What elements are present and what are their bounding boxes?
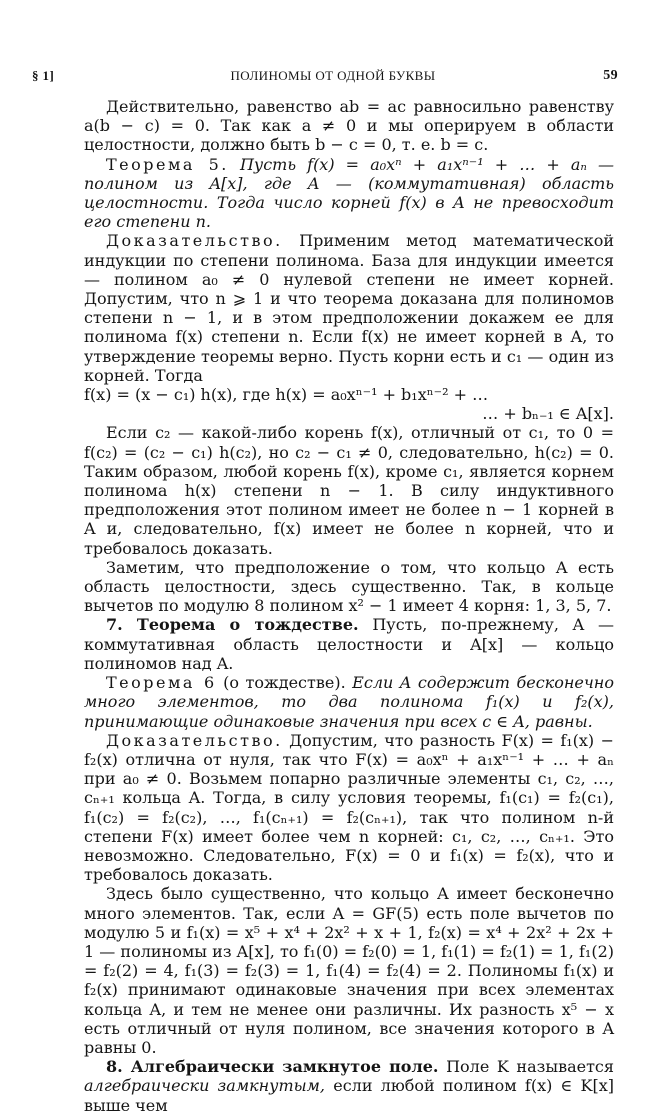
- section-marker: § 1]: [32, 68, 55, 83]
- section-7: [84, 615, 614, 673]
- page-body: [84, 97, 614, 1115]
- running-title: ПОЛИНОМЫ ОТ ОДНОЙ БУКВЫ: [230, 68, 436, 83]
- section-7-text: Пусть, по-прежнему, A — коммутативная область целостности и A[x] — кольцо полиномов над A.: [84, 615, 614, 673]
- theorem-6: [84, 673, 614, 731]
- paragraph-mod-8-remark: Заметим, что предположение о том, что кольцо A есть область целостности, здесь существенно. Так, в кольце вычетов по модулю 8 полином x² − 1 имеет 4 корня: 1, 3, 5, 7.: [84, 557, 614, 616]
- theorem-6-statement: Если A содержит бесконечно много элементов, то два полинома f₁(x) и f₂(x), принимающие одинаковые значения при всех c ∈ A, равны.: [84, 673, 614, 731]
- proof-label: Доказательство.: [106, 231, 283, 251]
- proof-text: Применим метод математической индукции по степени полинома. База для индукции имеется — полином a₀ ≠ 0 нулевой степени не имеет корней. Допустим, что n ⩾ 1 и что теорема доказана для полиномов степени n − 1, и в этом предположении докажем ее для полинома f(x) степени n. Если f(x) не имеет корней в A, то утверждение теоремы верно. Пусть корни есть и c₁ — один из корней. Тогда: [84, 231, 614, 385]
- section-8-text-before: Поле K называется: [446, 1057, 614, 1077]
- section-8-term: алгебраически замкнутым,: [84, 1076, 326, 1096]
- section-8-heading: 8. Алгебраически замкнутое поле.: [106, 1057, 439, 1077]
- section-8: [84, 1057, 614, 1115]
- theorem-6-label-suffix: (о тождестве).: [223, 673, 346, 693]
- proof-theorem-6: [84, 731, 614, 885]
- paragraph-second-root: Если c₂ — какой-либо корень f(x), отличный от c₁, то 0 = f(c₂) = (c₂ − c₁) h(c₂), но c₂ − c₁ ≠ 0, следовательно, h(c₂) = 0. Таким образом, любой корень f(x), кроме c₁, является корнем полинома h(x) степени n − 1. В силу индуктивного предположения этот полином имеет не более n − 1 корней в A и, следовательно, f(x) имеет не более n корней, что и требовалось доказать.: [84, 423, 614, 558]
- page-number: 59: [603, 68, 618, 83]
- theorem-5-statement: Пусть f(x) = a₀xⁿ + a₁xⁿ⁻¹ + … + aₙ — полином из A[x], где A — (коммутативная) область целостности. Тогда число корней f(x) в A не превосходит его степени n.: [84, 154, 614, 232]
- proof-label-2: Доказательство.: [106, 730, 283, 750]
- proof-theorem-5: [84, 231, 614, 385]
- section-8-text-after: если любой полином f(x) ∈ K[x] выше чем: [84, 1076, 615, 1115]
- proof-text-2: Допустим, что разность F(x) = f₁(x) − f₂(x) отлична от нуля, так что F(x) = a₀xⁿ + a₁xⁿ⁻¹ + … + aₙ при a₀ ≠ 0. Возьмем попарно различные элементы c₁, c₂, …, cₙ₊₁ кольца A. Тогда, в силу условия теоремы, f₁(c₁) = f₂(c₁), f₁(c₂) = f₂(c₂), …, f₁(cₙ₊₁) = f₂(cₙ₊₁), так что полином n-й степени F(x) имеет более чем n корней: c₁, c₂, …, cₙ₊₁. Это невозможно. Следовательно, F(x) = 0 и f₁(x) = f₂(x), что и требовалось доказать.: [84, 730, 614, 885]
- formula-factorization: f(x) = (x − c₁) h(x), где h(x) = a₀xⁿ⁻¹ + b₁xⁿ⁻² + …: [84, 385, 489, 405]
- section-7-heading: 7. Теорема о тождестве.: [106, 615, 359, 635]
- paragraph-gf5-example: Здесь было существенно, что кольцо A имеет бесконечно много элементов. Так, если A = GF(5) есть поле вычетов по модулю 5 и f₁(x) = x⁵ + x⁴ + 2x² + x + 1, f₂(x) = x⁴ + 2x² + 2x + 1 — полиномы из A[x], то f₁(0) = f₂(0) = 1, f₁(1) = f₂(1) = 1, f₁(2) = f₂(2) = 4, f₁(3) = f₂(3) = 1, f₁(4) = f₂(4) = 2. Полиномы f₁(x) и f₂(x) принимают одинаковые значения при всех элементах кольца A, и тем не менее они различны. Их разность x⁵ − x есть отличный от нуля полином, все значения которого в A равны 0.: [84, 884, 614, 1057]
- theorem-5: [84, 155, 614, 232]
- formula-factorization-cont: … + bₙ₋₁ ∈ A[x].: [482, 404, 614, 424]
- theorem-6-label: Теорема 6: [106, 673, 217, 693]
- paragraph-cancellation-proof: Действительно, равенство ab = ac равносильно равенству a(b − c) = 0. Так как a ≠ 0 и мы оперируем в области целостности, должно быть b − c = 0, т. е. b = c.: [84, 97, 614, 155]
- theorem-5-label: Теорема 5.: [106, 154, 229, 174]
